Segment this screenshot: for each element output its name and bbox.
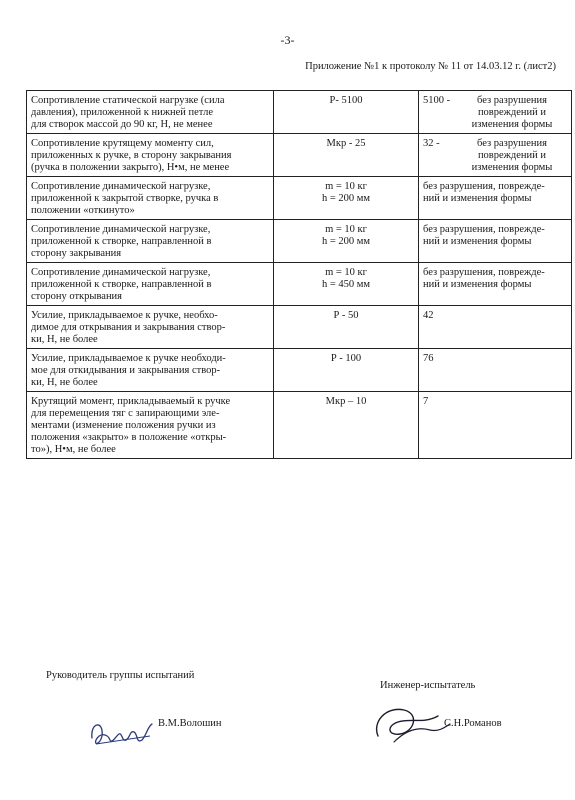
parameter-cell (27, 263, 274, 306)
norm-value: m = 10 кг (325, 224, 367, 235)
result-note-line: изменения формы (471, 119, 553, 130)
parameter-text: приложенной к створке, направленной в (31, 236, 212, 247)
parameter-text: положении «откинуто» (31, 205, 135, 216)
parameter-cell (27, 134, 274, 177)
parameter-text: ки, Н, не более (31, 377, 98, 388)
result-note-line: ний и изменения формы (423, 193, 532, 204)
result-note (423, 267, 567, 291)
norm-value: h = 200 мм (321, 193, 371, 204)
parameter-text: положения «закрыто» в положение «откры- (31, 432, 227, 443)
result-cell (419, 91, 572, 134)
norm-cell (274, 263, 419, 306)
result-note-line: ний и изменения формы (423, 279, 532, 290)
parameter-text: приложенных к ручке, в сторону закрывания (31, 150, 232, 161)
norm-value: Р - 50 (333, 310, 359, 321)
result-note-line: ний и изменения формы (423, 236, 532, 247)
parameter-text: Сопротивление динамической нагрузке, (31, 267, 211, 278)
norm-cell (274, 177, 419, 220)
result-note-line: без разрушения, поврежде- (423, 267, 545, 278)
norm-cell (274, 349, 419, 392)
result-cell (419, 392, 572, 459)
table-row (27, 349, 572, 392)
result-cell (419, 177, 572, 220)
requirements-table (26, 90, 572, 459)
result-cell (419, 349, 572, 392)
result-note (423, 224, 567, 248)
test-engineer-signature (364, 696, 454, 752)
test-engineer-title: Инженер-испытатель (380, 680, 476, 691)
table-row (27, 306, 572, 349)
norm-cell (274, 220, 419, 263)
norm-cell (274, 306, 419, 349)
parameter-text: Усилие, прикладываемое к ручке необходи- (31, 353, 226, 364)
result-cell (419, 306, 572, 349)
parameter-cell (27, 177, 274, 220)
result-cell (419, 263, 572, 306)
norm-value: h = 200 мм (321, 236, 371, 247)
parameter-text: Сопротивление статической нагрузке (сила (31, 95, 225, 106)
result-note (457, 95, 567, 131)
norm-value: m = 10 кг (325, 181, 367, 192)
group-head-title: Руководитель группы испытаний (46, 670, 195, 681)
table-row (27, 177, 572, 220)
norm-cell (274, 392, 419, 459)
norm-value: Мкр – 10 (325, 396, 367, 407)
table-row (27, 134, 572, 177)
requirements-table-body (27, 91, 572, 459)
group-head-signature (86, 714, 156, 750)
result-note (423, 181, 567, 205)
result-cell (419, 220, 572, 263)
parameter-cell (27, 91, 274, 134)
group-head-name: В.М.Волошин (158, 718, 222, 729)
parameter-text: давления), приложенной к нижней петле (31, 107, 214, 118)
result-note-line: без разрушения, поврежде- (423, 181, 545, 192)
table-row (27, 220, 572, 263)
parameter-text: ментами (изменение положения ручки из (31, 420, 216, 431)
result-note-line: повреждений и (477, 150, 547, 161)
parameter-text: для перемещения тяг с запирающими эле- (31, 408, 220, 419)
parameter-text: Усилие, прикладываемое к ручке, необхо- (31, 310, 218, 321)
norm-value: Мкр - 25 (326, 138, 366, 149)
result-value: 42 (423, 310, 434, 321)
result-note-line: без разрушения (477, 138, 547, 149)
parameter-cell (27, 392, 274, 459)
page-number: -3- (280, 33, 295, 47)
parameter-text: то»), Н•м, не более (31, 444, 116, 455)
norm-value: m = 10 кг (325, 267, 367, 278)
table-row (27, 91, 572, 134)
result-cell (419, 134, 572, 177)
parameter-text: (ручка в положении закрыто), Н•м, не менее (31, 162, 230, 173)
test-engineer-name: С.Н.Романов (444, 718, 502, 729)
appendix-note: Приложение №1 к протоколу № 11 от 14.03.12 г. (лист2) (305, 61, 556, 72)
parameter-cell (27, 349, 274, 392)
table-row (27, 392, 572, 459)
norm-cell (274, 91, 419, 134)
result-value: 32 - (423, 138, 440, 149)
parameter-text: приложенной к закрытой створке, ручка в (31, 193, 219, 204)
norm-value: Р- 5100 (329, 95, 363, 106)
norm-value: Р - 100 (330, 353, 362, 364)
parameter-text: для створок массой до 90 кг, Н, не менее (31, 119, 213, 130)
result-note-line: без разрушения, поврежде- (423, 224, 545, 235)
result-note-line: повреждений и (477, 107, 547, 118)
parameter-cell (27, 306, 274, 349)
result-value: 76 (423, 353, 434, 364)
result-value: 5100 - (423, 95, 451, 106)
parameter-text: сторону закрывания (31, 248, 122, 259)
parameter-text: ки, Н, не более (31, 334, 98, 345)
parameter-text: приложенной к створке, направленной в (31, 279, 212, 290)
parameter-text: Сопротивление динамической нагрузке, (31, 181, 211, 192)
parameter-text: Крутящий момент, прикладываемый к ручке (31, 396, 231, 407)
parameter-text: мое для откидывания и закрывания створ- (31, 365, 221, 376)
result-note-line: без разрушения (477, 95, 547, 106)
result-note (457, 138, 567, 174)
result-value: 7 (423, 396, 429, 407)
parameter-text: сторону открывания (31, 291, 123, 302)
parameter-text: Сопротивление динамической нагрузке, (31, 224, 211, 235)
parameter-cell (27, 220, 274, 263)
norm-cell (274, 134, 419, 177)
result-note-line: изменения формы (471, 162, 553, 173)
norm-value: h = 450 мм (321, 279, 371, 290)
parameter-text: Сопротивление крутящему моменту сил, (31, 138, 214, 149)
table-row (27, 263, 572, 306)
parameter-text: димое для открывания и закрывания створ- (31, 322, 226, 333)
signature-block (0, 670, 575, 780)
